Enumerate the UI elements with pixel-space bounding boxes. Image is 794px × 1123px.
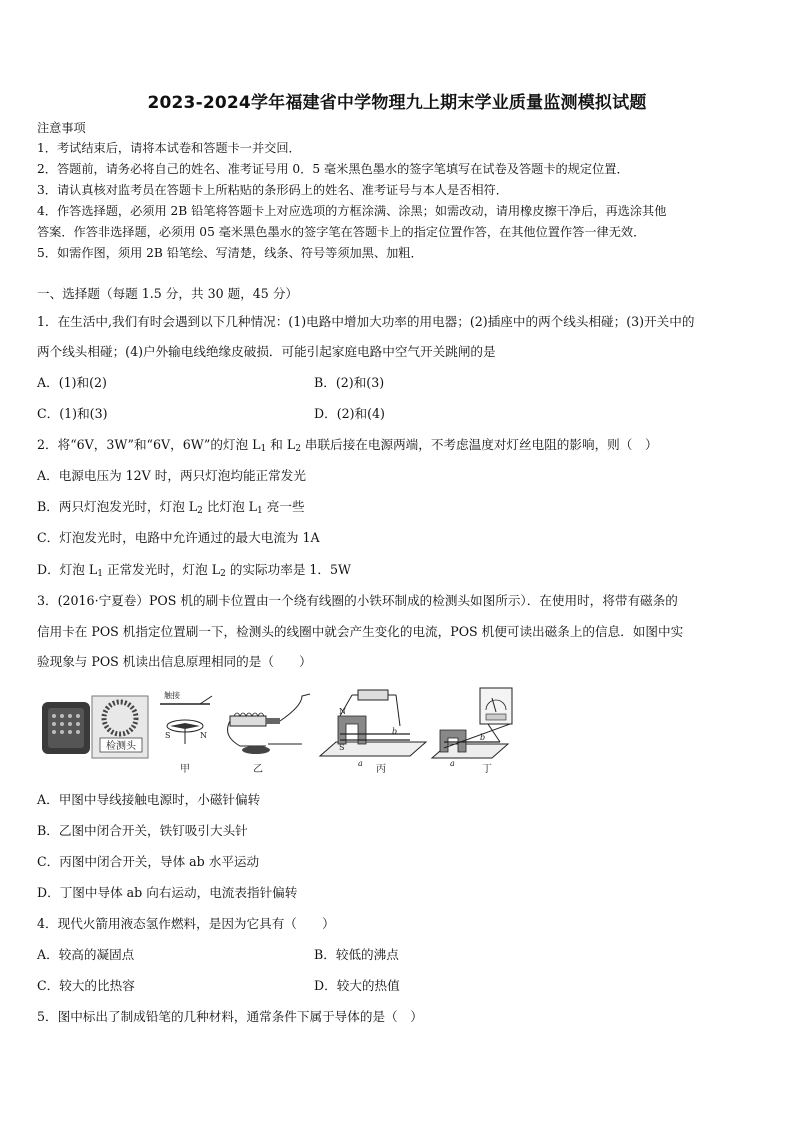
notice-heading: 注意事项 — [37, 121, 86, 135]
pole-n2: N — [339, 707, 346, 716]
q1-stem-line1: 1．在生活中,我们有时会遇到以下几种情况：(1)电路中增加大功率的用电器；(2)插座中的两个线头相碰；(3)开关中的 — [37, 314, 695, 329]
notice-item: 2．答题前，请务必将自己的姓名、准考证号用 0．5 毫米黑色墨水的签字笔填写在试卷及答题卡的规定位置． — [37, 162, 629, 176]
q5-stem: 5．图中标出了制成铅笔的几种材料，通常条件下属于导体的是（ ） — [37, 1009, 423, 1024]
q1-option-d[interactable]: D．(2)和(4) — [314, 406, 385, 421]
rod-a2: a — [450, 759, 455, 768]
figure-bing — [320, 690, 426, 775]
q4-option-d[interactable]: D．较大的热值 — [314, 978, 400, 993]
page-title: 2023-2024学年福建省中学物理九上期末学业质量监测模拟试题 — [147, 93, 647, 113]
q3-stem-line2: 信用卡在 POS 机指定位置刷一下，检测头的线圈中就会产生变化的电流，POS 机便可读出磁条上的信息．如图中实 — [37, 624, 684, 639]
rod-a: a — [358, 759, 363, 768]
pole-s2: S — [339, 743, 345, 752]
figure-yi — [228, 694, 310, 775]
q4-stem: 4．现代火箭用液态氢作燃料，是因为它具有（ ） — [37, 916, 335, 931]
q2-stem: 2．将“6V，3W”和“6V，6W”的灯泡 $L_1$ 和 $L_2$ 串联后接在电源两端，不考虑温度对灯丝电阻的影响，则（ ） — [37, 437, 658, 454]
section-heading: 一、选择题（每题 1.5 分，共 30 题，45 分） — [37, 286, 299, 301]
notice-item: 1．考试结束后，请将本试卷和答题卡一并交回． — [37, 141, 301, 155]
notice-item: 5．如需作图，须用 2B 铅笔绘、写清楚，线条、符号等须加黑、加粗． — [37, 246, 423, 260]
q4-option-c[interactable]: C．较大的比热容 — [37, 978, 135, 993]
detector-label: 检测头 — [106, 741, 136, 752]
q2-option-c[interactable]: C．灯泡发光时，电路中允许通过的最大电流为 1A — [37, 530, 320, 545]
caption-yi: 乙 — [253, 764, 263, 775]
q3-option-c[interactable]: C．丙图中闭合开关，导体 ab 水平运动 — [37, 854, 260, 869]
rod-b: b — [392, 727, 398, 736]
q2-option-d[interactable]: D．灯泡 $L_1$ 正常发光时，灯泡 $L_2$ 的实际功率是 1．5W — [37, 562, 351, 579]
pole-s: S — [165, 731, 171, 740]
q1-option-b[interactable]: B．(2)和(3) — [314, 375, 385, 390]
notice-item: 4．作答选择题，必须用 2B 铅笔将答题卡上对应选项的方框涂满、涂黑；如需改动，请用橡皮擦干净后，再选涂其他 — [37, 204, 667, 218]
caption-jia: 甲 — [180, 764, 190, 775]
pole-n: N — [200, 731, 207, 740]
q1-stem-line2: 两个线头相碰；(4)户外输电线绝缘皮破损．可能引起家庭电路中空气开关跳闸的是 — [37, 344, 496, 359]
q3-figure — [40, 686, 516, 778]
caption-bing: 丙 — [376, 764, 386, 775]
pos-detector-image — [42, 696, 148, 758]
q3-option-b[interactable]: B．乙图中闭合开关，铁钉吸引大头针 — [37, 823, 248, 838]
q2-option-a[interactable]: A．电源电压为 12V 时，两只灯泡均能正常发光 — [37, 468, 306, 483]
touch-label: 触接 — [164, 691, 180, 700]
figure-ding — [432, 688, 512, 775]
figure-jia — [160, 690, 212, 775]
q2-option-b[interactable]: B．两只灯泡发光时，灯泡 $L_2$ 比灯泡 $L_1$ 亮一些 — [37, 499, 305, 516]
q1-option-c[interactable]: C．(1)和(3) — [37, 406, 108, 421]
rod-b2: b — [480, 733, 486, 742]
q4-option-a[interactable]: A．较高的凝固点 — [37, 947, 135, 962]
q4-option-b[interactable]: B．较低的沸点 — [314, 947, 399, 962]
q3-stem-line3: 验现象与 POS 机读出信息原理相同的是（ ） — [37, 654, 312, 669]
q3-option-d[interactable]: D．丁图中导体 ab 向右运动，电流表指针偏转 — [37, 885, 298, 900]
q3-stem-line1: 3．(2016·宁夏卷）POS 机的刷卡位置由一个绕有线圈的小铁环制成的检测头如图所示）．在使用时，将带有磁条的 — [37, 593, 678, 608]
q1-option-a[interactable]: A．(1)和(2) — [37, 375, 107, 390]
q3-option-a[interactable]: A．甲图中导线接触电源时，小磁针偏转 — [37, 792, 261, 807]
notice-item: 3．请认真核对监考员在答题卡上所粘贴的条形码上的姓名、准考证号与本人是否相符． — [37, 183, 508, 197]
caption-ding: 丁 — [482, 764, 492, 775]
notice-item: 答案．作答非选择题，必须用 05 毫米黑色墨水的签字笔在答题卡上的指定位置作答，在其他位置作答一律无效． — [37, 225, 646, 239]
